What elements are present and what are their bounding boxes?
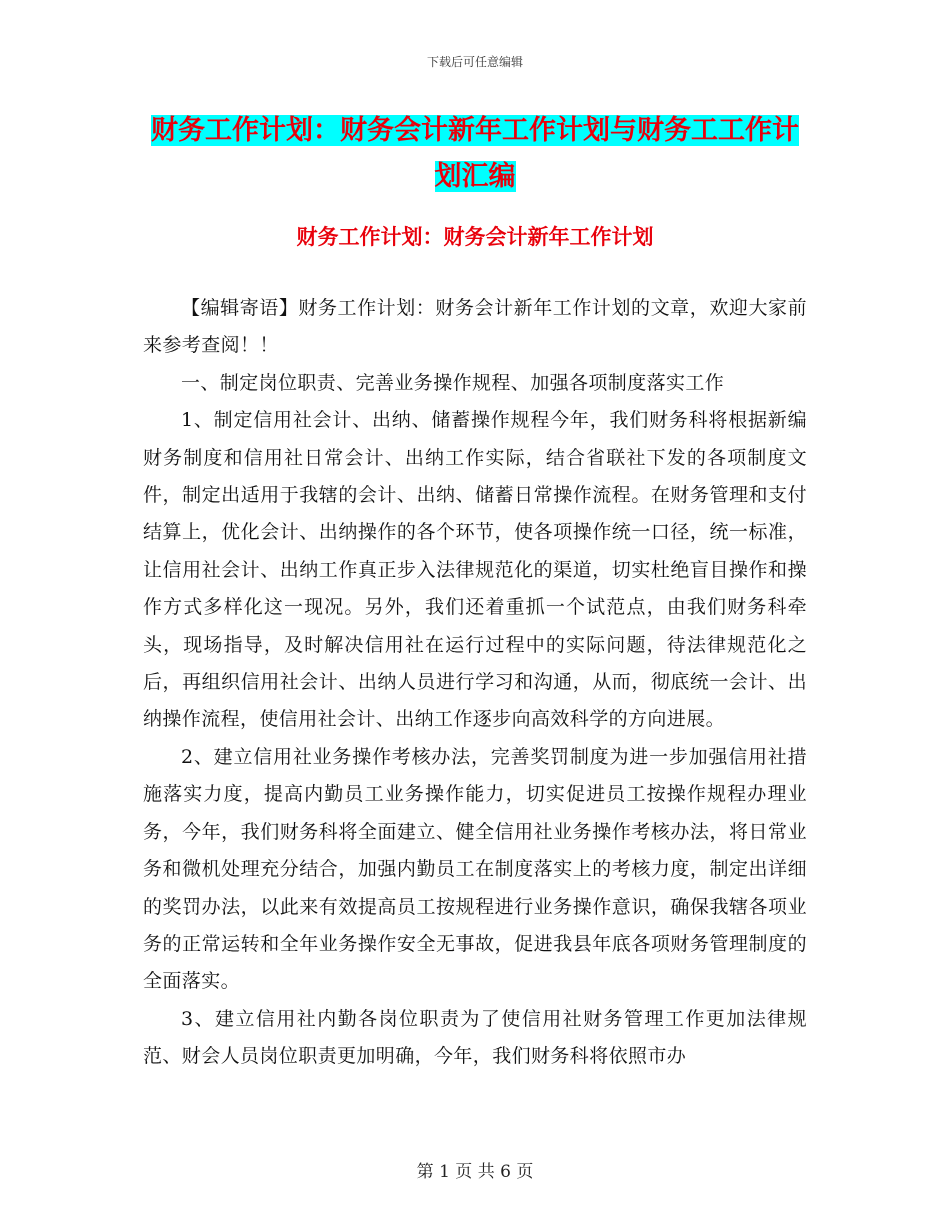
document-title	[140, 108, 810, 200]
section-title: 财务工作计划：财务会计新年工作计划	[296, 225, 654, 249]
page-number: 第 1 页 共 6 页	[416, 1162, 534, 1182]
paragraph-editor-note: 【编辑寄语】财务工作计划：财务会计新年工作计划的文章，欢迎大家前来参考查阅！！	[143, 297, 807, 357]
paragraph-item-3: 3、建立信用社内勤各岗位职责为了使信用社财务管理工作更加法律规范、财会人员岗位职责更加明确，今年，我们财务科将依照市办	[143, 1007, 807, 1068]
paragraph-item-2: 2、建立信用社业务操作考核办法，完善奖罚制度为进一步加强信用社措施落实力度，提高内勤员工业务操作能力，切实促进员工按操作规程办理业务，今年，我们财务科将全面建立、健全信用社业务操作考核办法，将日常业务和微机处理充分结合，加强内勤员工在制度落实上的考核力度，制定出详细的奖罚办法，以此来有效提高员工按规程进行业务操作意识，确保我辖各项业务的正常运转和全年业务操作安全无事故，促进我县年底各项财务管理制度的全面落实。	[143, 745, 807, 993]
paragraph-item-1: 1、制定信用社会计、出纳、储蓄操作规程今年，我们财务科将根据新编财务制度和信用社日常会计、出纳工作实际，结合省联社下发的各项制度文件，制定出适用于我辖的会计、出纳、储蓄日常操作流程。在财务管理和支付结算上，优化会计、出纳操作的各个环节，使各项操作统一口径，统一标准，让信用社会计、出纳工作真正步入法律规范化的渠道，切实杜绝盲目操作和操作方式多样化这一现况。另外，我们还着重抓一个试范点，由我们财务科牵头，现场指导，及时解决信用社在运行过程中的实际问题，待法律规范化之后，再组织信用社会计、出纳人员进行学习和沟通，从而，彻底统一会计、出纳操作流程，使信用社会计、出纳工作逐步向高效科学的方向进展。	[143, 409, 807, 731]
document-title-text: 财务工作计划：财务会计新年工作计划与财务工工作计划汇编	[151, 115, 799, 192]
document-body	[143, 290, 807, 1076]
header-note: 下载后可任意编辑	[426, 55, 523, 69]
paragraph-heading-1: 一、制定岗位职责、完善业务操作规程、加强各项制度落实工作	[181, 371, 725, 394]
